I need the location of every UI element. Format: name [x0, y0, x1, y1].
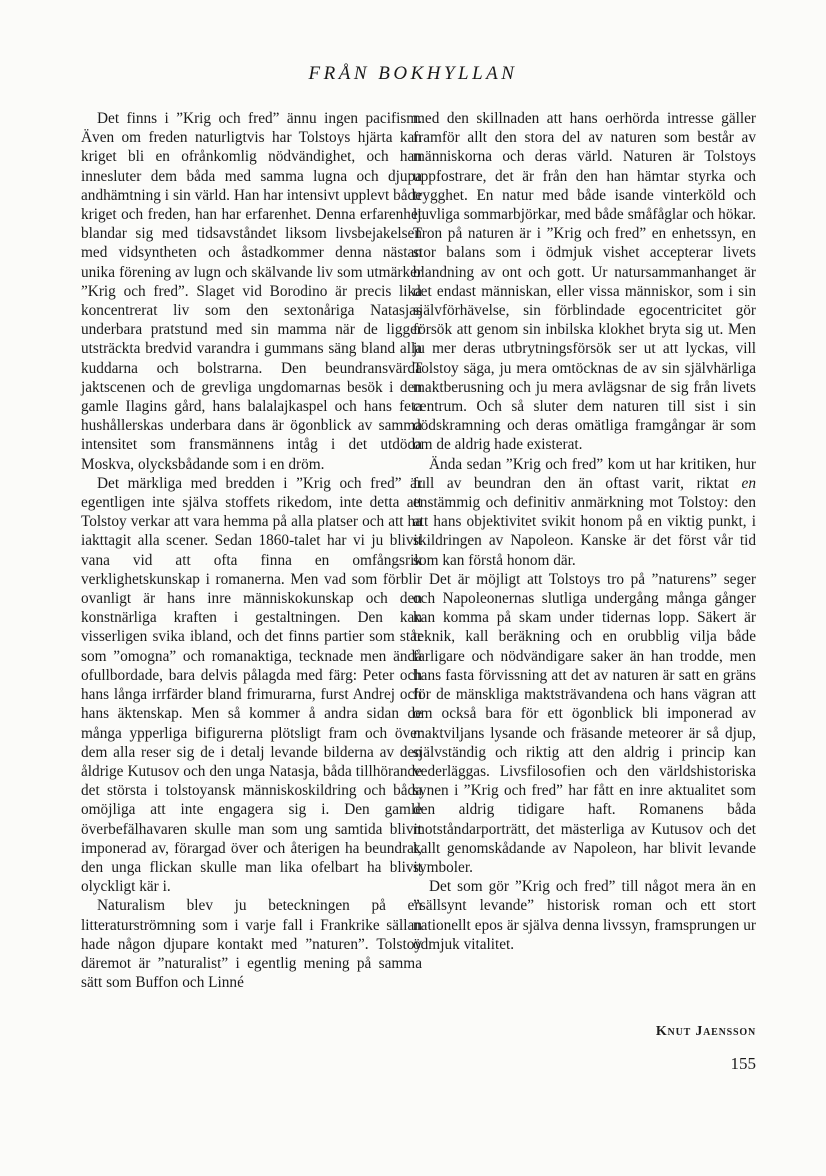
paragraph: Det finns i ”Krig och fred” ännu ingen pacifism. Även om freden naturligtvis har Tolstoys hjärta kan kriget bli en ofrånkomlig nödvändighet, och han innesluter dem båda med samma lugna och djupa andhämtning i sin värld. Han har intensivt upplevt både kriget och freden, han har erfarenhet. Denna erfarenhet blandar sig med tidsavståndet liksom livsbejakelsen med vidsyntheten och åstadkommer denna nästan unika förening av lugn och skälvande liv som utmärker ”Krig och fred”. Slaget vid Borodino är precis lika koncentrerat liv som den sextonåriga Natasjas underbara pratstund med sin mamma när de ligger utsträckta bredvid varandra i gummans säng bland alla kuddarna och bolstrarna. Den beundransvärda jaktscenen och de grevliga ungdomarnas besök i den gamle Ilagins gård, hans balalajkaspel och hans feta hushållerskas underbara dans är ögonblick av samma intensitet som fransmännens intåg i det utdöda Moskva, olycksbådande som i en dröm.	[81, 110, 422, 473]
paragraph: Det är möjligt att Tolstoys tro på ”naturens” seger och Napoleonernas slutliga undergång många gånger kan komma på skam under tidernas lopp. Säkert är teknik, kall beräkning och en orubblig vilja både farligare och nödvändigare saker än han trodde, men hans fasta förvissning att det av naturen är satt en gräns för de mänskliga maktsträvandena och hans vägran att om också bara för ett ögonblick bli imponerad av maktviljans lysande och fräsande meteorer är så djup, självständig och riktig att den aldrig i princip kan vederläggas. Livsfilosofien och den världshistoriska synen i ”Krig och fred” har fått en inre aktualitet som den aldrig tidigare haft. Romanens båda motståndarporträtt, det mästerliga av Kutusov och det kallt genomskådande av Napoleon, har blivit levande symboler.	[413, 570, 756, 876]
page-number: 155	[730, 1054, 756, 1073]
paragraph	[413, 455, 756, 570]
running-head: FRÅN BOKHYLLAN	[308, 63, 518, 84]
left-column	[81, 109, 422, 992]
author-signature: Knut Jaensson	[655, 1024, 756, 1039]
right-column	[413, 109, 756, 954]
paragraph: Det märkliga med bredden i ”Krig och fred” är egentligen inte själva stoffets rikedom, inte detta att Tolstoy verkar att vara hemma på alla platser och att ha iakttagit alla scener. Sedan 1860-talet har vi ju blivit vana vid att ofta finna en omfångsrik verklighetskunskap i romanerna. Men vad som förblir ovanligt är hans inre människokunskap och den konstnärliga kraften i gestaltningen. Den kan visserligen svika ibland, och det finns partier som står som ”omogna” och romanaktiga, tecknade men ändå ofullbordade, bara delvis pålagda med färg: Peter och hans långa irrfärder bland frimurarna, furst Andrej och hans äktenskap. Men så kommer å andra sidan de många ypperliga bifigurerna plötsligt fram och över dem alla reser sig de i detalj levande bilderna av den åldrige Kutusov och den unga Natasja, båda tillhörande det största i tolstoyansk människoskildring och båda omöjliga att inte engagera sig i. Den gamle överbefälhavaren skulle man som ung samtida blivit imponerad av, förargad över och återigen ha beundrat, den unga flickan skulle man lika ofelbart ha blivit olyckligt kär i.	[81, 474, 422, 896]
paragraph-text: Ända sedan ”Krig och fred” kom ut har kritiken, hur full av beundran den än oftast varit, riktat	[413, 455, 756, 492]
emphasized-word: en	[741, 474, 756, 492]
paragraph-text: enstämmig och definitiv anmärkning mot Tolstoy: den att hans objektivitet svikit honom på en viktig punkt, i skildringen av Napoleon. Kanske är det först vår tid som kan förstå honom där.	[413, 494, 756, 569]
paragraph: med den skillnaden att hans oerhörda intresse gäller framför allt den stora del av naturen som består av människorna och deras värld. Naturen är Tolstoys uppfostrare, det är från den han hämtar styrka och trygghet. En natur med både isande vinterköld och ljuvliga sommarbjörkar, med både småfåglar och hökar. Tron på naturen är i ”Krig och fred” en enhetssyn, en stor balans som i ödmjuk vishet accepterar livets blandning av ont och gott. Ur natursammanhanget är det endast människan, eller vissa människor, som i sin självförhävelse, sin förblindade egocentricitet gör försök att genom sin inbilska klokhet bryta sig ut. Men ju mer deras utbrytningsförsök ser ut att lyckas, vill Tolstoy säga, ju mera omtöcknas de av sin självhärliga maktberusning och ju mera avlägsnar de sig från livets centrum. Och så sluter dem naturen till sist i sin dödskramning och deras omätliga framgångar är som om de aldrig hade existerat.	[413, 110, 756, 454]
paragraph: Det som gör ”Krig och fred” till något mera än en ”sällsynt levande” historisk roman och ett stort nationellt epos är själva denna livssyn, framsprungen ur ödmjuk vitalitet.	[413, 878, 756, 953]
paragraph: Naturalism blev ju beteckningen på en litteraturströmning som i varje fall i Frankrike sällan hade någon djupare kontakt med ”naturen”. Tolstoy däremot är ”naturalist” i egentlig mening på samma sätt som Buffon och Linné	[81, 897, 422, 992]
